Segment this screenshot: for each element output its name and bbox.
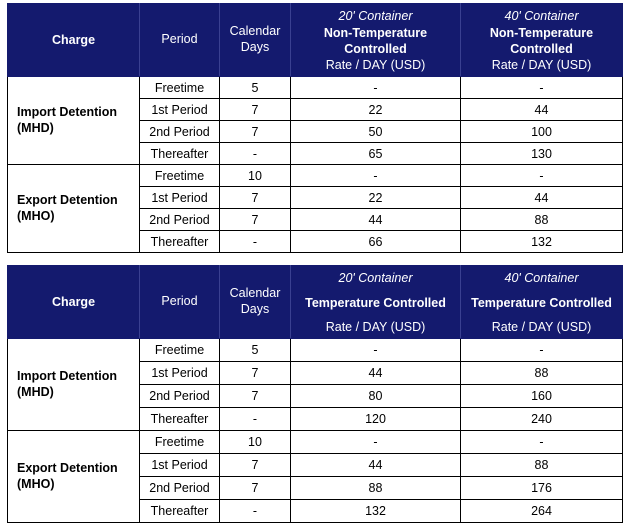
cell-rate-20ft: -	[291, 77, 461, 99]
cell-period: 1st Period	[140, 99, 220, 121]
cell-rate-40ft: 132	[461, 231, 623, 253]
table-row	[8, 339, 623, 362]
charge-type-import-detention	[8, 77, 140, 165]
cell-calendar-days: 7	[220, 209, 291, 231]
cell-rate-20ft: -	[291, 165, 461, 187]
cell-rate-40ft: 264	[461, 500, 623, 523]
charge-name: Export Detention	[17, 461, 118, 476]
cell-calendar-days: 10	[220, 165, 291, 187]
cell-period: Thereafter	[140, 500, 220, 523]
cell-rate-20ft: 132	[291, 500, 461, 523]
charge-name: Import Detention	[17, 105, 117, 120]
cell-period: Thereafter	[140, 408, 220, 431]
container-size-label-40: 40' Container	[504, 270, 579, 285]
container-type-line-1-40: Non-Temperature	[489, 26, 594, 41]
cell-rate-20ft: 44	[291, 454, 461, 477]
cell-rate-20ft: 22	[291, 99, 461, 121]
cell-rate-40ft: 100	[461, 121, 623, 143]
cell-period: Freetime	[140, 77, 220, 99]
cell-calendar-days: 7	[220, 187, 291, 209]
container-type-line-2-40: Controlled	[510, 41, 573, 56]
column-header-period: Period	[140, 266, 220, 339]
cell-calendar-days: 5	[220, 77, 291, 99]
column-header-20ft-container	[291, 266, 461, 339]
cell-calendar-days: 7	[220, 477, 291, 500]
cell-rate-40ft: -	[461, 77, 623, 99]
charge-code: (MHO)	[17, 476, 55, 491]
cell-rate-20ft: 22	[291, 187, 461, 209]
rate-unit-label-20: Rate / DAY (USD)	[325, 57, 426, 72]
container-size-label-20: 20' Container	[338, 8, 413, 23]
rate-unit-label-20: Rate / DAY (USD)	[325, 319, 426, 334]
cell-rate-40ft: -	[461, 165, 623, 187]
cell-rate-20ft: 120	[291, 408, 461, 431]
container-size-label-40: 40' Container	[504, 8, 579, 23]
table-header	[8, 266, 623, 339]
cell-calendar-days: -	[220, 408, 291, 431]
cell-calendar-days: 7	[220, 385, 291, 408]
container-type-line-1-20: Temperature Controlled	[305, 295, 446, 310]
cell-calendar-days: 7	[220, 99, 291, 121]
cell-period: 1st Period	[140, 362, 220, 385]
cell-calendar-days: 7	[220, 121, 291, 143]
container-type-line-1-20: Non-Temperature	[323, 26, 428, 41]
cell-rate-40ft: -	[461, 339, 623, 362]
column-header-40ft-container	[461, 266, 623, 339]
cell-rate-40ft: 88	[461, 362, 623, 385]
table-row	[8, 165, 623, 187]
charge-code: (MHD)	[17, 120, 54, 135]
cell-calendar-days: 10	[220, 431, 291, 454]
detention-tariff-table-non-temperature-controlled	[7, 3, 623, 253]
column-header-charge: Charge	[8, 266, 140, 339]
cell-calendar-days: -	[220, 231, 291, 253]
cell-period: 2nd Period	[140, 121, 220, 143]
cell-rate-40ft: 176	[461, 477, 623, 500]
table-row	[8, 431, 623, 454]
calendar-days-line-2: Days	[240, 40, 270, 54]
container-type-line-2-20: Controlled	[344, 41, 407, 56]
column-header-calendar-days	[220, 4, 291, 77]
charge-type-export-detention	[8, 431, 140, 523]
table-body	[8, 339, 623, 523]
charge-type-import-detention	[8, 339, 140, 431]
calendar-days-line-2: Days	[240, 302, 270, 316]
cell-period: 1st Period	[140, 187, 220, 209]
cell-rate-40ft: 44	[461, 187, 623, 209]
cell-period: 1st Period	[140, 454, 220, 477]
table-row	[8, 77, 623, 99]
table-body	[8, 77, 623, 253]
cell-rate-40ft: 88	[461, 209, 623, 231]
cell-period: Thereafter	[140, 231, 220, 253]
column-header-period: Period	[140, 4, 220, 77]
cell-rate-40ft: 160	[461, 385, 623, 408]
charge-name: Import Detention	[17, 369, 117, 384]
cell-period: 2nd Period	[140, 209, 220, 231]
cell-period: Freetime	[140, 431, 220, 454]
cell-rate-40ft: 130	[461, 143, 623, 165]
cell-rate-40ft: 240	[461, 408, 623, 431]
cell-calendar-days: -	[220, 500, 291, 523]
cell-rate-20ft: 66	[291, 231, 461, 253]
charge-type-export-detention	[8, 165, 140, 253]
cell-rate-20ft: 65	[291, 143, 461, 165]
cell-calendar-days: 7	[220, 454, 291, 477]
cell-rate-40ft: 44	[461, 99, 623, 121]
cell-rate-20ft: 44	[291, 362, 461, 385]
cell-rate-40ft: -	[461, 431, 623, 454]
cell-period: 2nd Period	[140, 385, 220, 408]
column-header-calendar-days	[220, 266, 291, 339]
cell-rate-20ft: 50	[291, 121, 461, 143]
calendar-days-line-1: Calendar	[229, 286, 281, 301]
cell-rate-20ft: -	[291, 431, 461, 454]
cell-rate-20ft: 44	[291, 209, 461, 231]
cell-calendar-days: 7	[220, 362, 291, 385]
cell-period: Freetime	[140, 339, 220, 362]
cell-rate-20ft: -	[291, 339, 461, 362]
cell-rate-20ft: 88	[291, 477, 461, 500]
charge-code: (MHO)	[17, 208, 55, 223]
cell-calendar-days: -	[220, 143, 291, 165]
column-header-40ft-container	[461, 4, 623, 77]
calendar-days-line-1: Calendar	[229, 24, 281, 39]
rate-unit-label-40: Rate / DAY (USD)	[491, 319, 592, 334]
detention-tariff-table-temperature-controlled	[7, 265, 623, 523]
charge-code: (MHD)	[17, 384, 54, 399]
table-header	[8, 4, 623, 77]
cell-period: 2nd Period	[140, 477, 220, 500]
cell-period: Freetime	[140, 165, 220, 187]
column-header-20ft-container	[291, 4, 461, 77]
cell-period: Thereafter	[140, 143, 220, 165]
container-type-line-1-40: Temperature Controlled	[471, 295, 612, 310]
cell-rate-40ft: 88	[461, 454, 623, 477]
container-size-label-20: 20' Container	[338, 270, 413, 285]
column-header-charge: Charge	[8, 4, 140, 77]
rate-unit-label-40: Rate / DAY (USD)	[491, 57, 592, 72]
cell-calendar-days: 5	[220, 339, 291, 362]
charge-name: Export Detention	[17, 193, 118, 208]
cell-rate-20ft: 80	[291, 385, 461, 408]
